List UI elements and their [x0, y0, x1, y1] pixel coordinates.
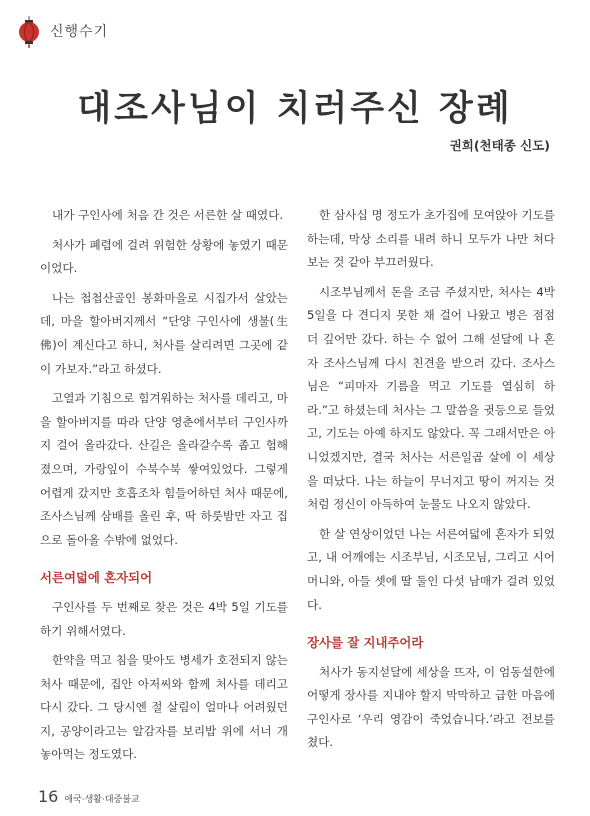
paragraph: 구인사를 두 번째로 찾은 것은 4박 5일 기도를 하기 위해서였다.	[40, 599, 288, 638]
article-author: 권희(천태종 신도)	[449, 138, 550, 153]
paragraph: 한 삼사십 명 정도가 초가집에 모여앉아 기도를 하는데, 막상 소리를 내려 하니 모두가 나만 쳐다보는 것 같아 부끄러웠다.	[307, 208, 555, 270]
subheading: 서른여덟에 혼자되어	[40, 570, 153, 586]
page-footer	[38, 787, 140, 806]
section-label: 신행수기	[50, 24, 109, 40]
subheading: 장사를 잘 지내주어라	[307, 635, 424, 651]
lantern-icon	[18, 16, 40, 46]
paragraph: 한약을 먹고 침을 맞아도 병세가 호전되지 않는 처사 때문에, 집안 아저씨와 함께 처사를 데리고 다시 갔다. 그 당시엔 절 살림이 얼마나 어려웠던지, 공양이라고는 알감자를 보리밥 위에 서너 개 놓아먹는 정도였다.	[40, 653, 288, 762]
paragraph: 내가 구인사에 처음 간 것은 서른한 살 때였다.	[52, 208, 284, 222]
left-column	[40, 204, 288, 773]
paragraph: 처사가 동지섣달에 세상을 뜨자, 이 엄동설한에 어떻게 장사를 지내야 할지 막막하고 급한 마음에 구인사로 ‘우리 영감이 죽었습니다.’라고 전보를 쳤다.	[307, 664, 555, 750]
publication-name: 애국·생활·대중불교	[64, 795, 140, 805]
paragraph: 처사가 폐렴에 걸려 위험한 상황에 놓였기 때문이었다.	[40, 237, 288, 276]
paragraph: 시조부님께서 돈을 조금 주셨지만, 처사는 4박 5일을 다 견디지 못한 채 걸어 나왔고 병은 점점 더 깊어만 갔다. 하는 수 없어 그해 섣달에 나 혼자 조사스님께 다시 친견을 받으러 갔다. 조사스님은 “피마자 기름을 먹고 기도를 열심히 하라.”고 하셨는데 처사는 그 말씀을 귓등으로 들었고, 기도는 아예 하지도 않았다. 꼭 그래서만은 아니었겠지만, 결국 처사는 서른일곱 살에 이 세상을 떠났다. 나는 하늘이 무너지고 땅이 꺼지는 것처럼 정신이 아득하여 눈물도 나오지 않았다.	[307, 284, 555, 512]
paragraph: 나는 첩첩산골인 봉화마을로 시집가서 살았는데, 마을 할아버지께서 “단양 구인사에 생불(生佛)이 계신다고 하니, 처사를 살리려면 그곳에 같이 가보자.”라고 하셨다.	[40, 290, 288, 376]
right-column	[307, 204, 555, 761]
page-number: 16	[38, 787, 59, 806]
section-header	[18, 14, 108, 48]
paragraph: 고열과 기침으로 힘겨워하는 처사를 데리고, 마을 할아버지를 따라 단양 영춘에서부터 구인사까지 걸어 올라갔다. 산길은 올라갈수록 좁고 험해졌으며, 가랑잎이 수북수북 쌓여있었다. 그렇게 어렵게 갔지만 호흡조차 힘들어하던 처사 때문에, 조사스님께 삼배를 올린 후, 딱 하룻밤만 자고 집으로 돌아올 수밖에 없었다.	[40, 391, 288, 547]
paragraph: 한 살 연상이었던 나는 서른여덟에 혼자가 되었고, 내 어깨에는 시조부님, 시조모님, 그리고 시어머니와, 아들 셋에 딸 둘인 다섯 남매가 걸려 있었다.	[307, 526, 555, 612]
article-title: 대조사님이 치러주신 장례	[77, 89, 513, 130]
